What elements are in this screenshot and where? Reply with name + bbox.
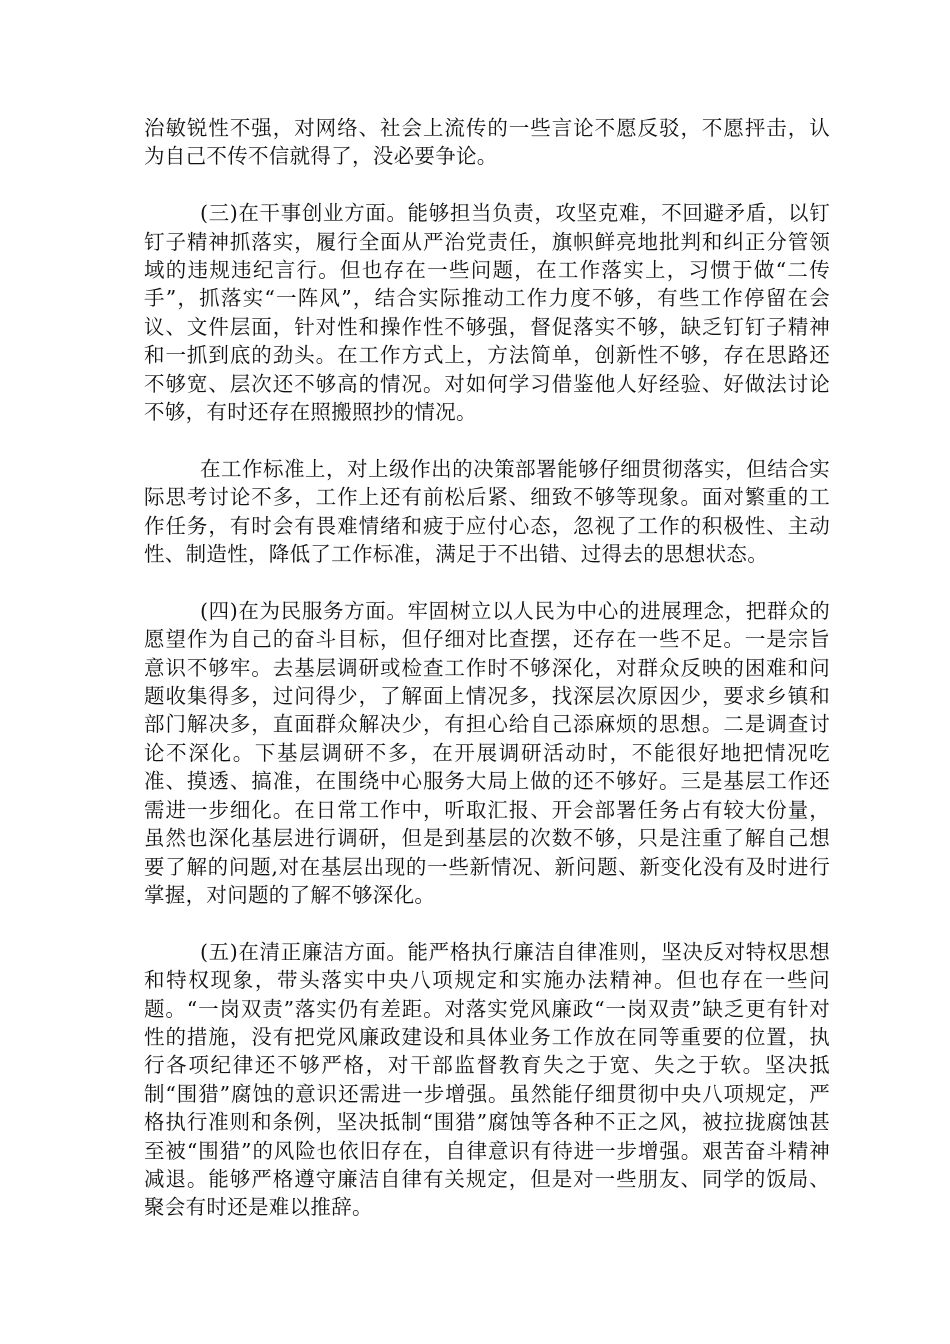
paragraph-continuation: 治敏锐性不强，对网络、社会上流传的一些言论不愿反驳，不愿抨击，认为自己不传不信就得了，没必要争论。 (144, 116, 830, 169)
paragraph-section-3-work-creation: (三)在干事创业方面。能够担当负责，攻坚克难，不回避矛盾，以钉钉子精神抓落实，履行全面从严治党责任，旗帜鲜亮地批判和纠正分管领域的违规违纪言行。但也存在一些问题，在工作落实上，习惯于做“二传手”，抓落实“一阵风”，结合实际推动工作力度不够，有些工作停留在会议、文件层面，针对性和操作性不够强，督促落实不够，缺乏钉钉子精神和一抓到底的劲头。在工作方式上，方法简单，创新性不够，存在思路还不够宽、层次还不够高的情况。对如何学习借鉴他人好经验、好做法讨论不够，有时还存在照搬照抄的情况。 (144, 201, 830, 425)
document-body (144, 114, 830, 1250)
paragraph-section-5-integrity: (五)在清正廉洁方面。能严格执行廉洁自律准则，坚决反对特权思想和特权现象，带头落实中央八项规定和实施办法精神。但也存在一些问题。“一岗双责”落实仍有差距。对落实党风廉政“一岗双责”缺乏更有针对性的措施，没有把党风廉政建设和具体业务工作放在同等重要的位置，执行各项纪律还不够严格，对干部监督教育失之于宽、失之于软。坚决抵制“围猎”腐蚀的意识还需进一步增强。虽然能仔细贯彻中央八项规定，严格执行准则和条例，坚决抵制“围猎”腐蚀等各种不正之风，被拉拢腐蚀甚至被“围猎”的风险也依旧存在，自律意识有待进一步增强。艰苦奋斗精神减退。能够严格遵守廉洁自律有关规定，但是对一些朋友、同学的饭局、聚会有时还是难以推辞。 (144, 939, 830, 1220)
paragraph-section-4-serving-people: (四)在为民服务方面。牢固树立以人民为中心的进展理念，把群众的愿望作为自己的奋斗目标，但仔细对比查摆，还存在一些不足。一是宗旨意识不够牢。去基层调研或检查工作时不够深化，对群众反映的困难和问题收集得多，过问得少，了解面上情况多，找深层次原因少，要求乡镇和部门解决多，直面群众解决少，有担心给自己添麻烦的思想。二是调查讨论不深化。下基层调研不多，在开展调研活动时，不能很好地把情况吃准、摸透、搞准，在围绕中心服务大局上做的还不够好。三是基层工作还需进一步细化。在日常工作中，听取汇报、开会部署任务占有较大份量，虽然也深化基层进行调研，但是到基层的次数不够，只是注重了解自己想要了解的问题,对在基层出现的一些新情况、新问题、新变化没有及时进行掌握，对问题的了解不够深化。 (144, 598, 830, 907)
paragraph-work-standard: 在工作标准上，对上级作出的决策部署能够仔细贯彻落实，但结合实际思考讨论不多，工作上还有前松后紧、细致不够等现象。面对繁重的工作任务，有时会有畏难情绪和疲于应付心态，忽视了工作的积极性、主动性、制造性，降低了工作标准，满足于不出错、过得去的思想状态。 (144, 456, 830, 567)
